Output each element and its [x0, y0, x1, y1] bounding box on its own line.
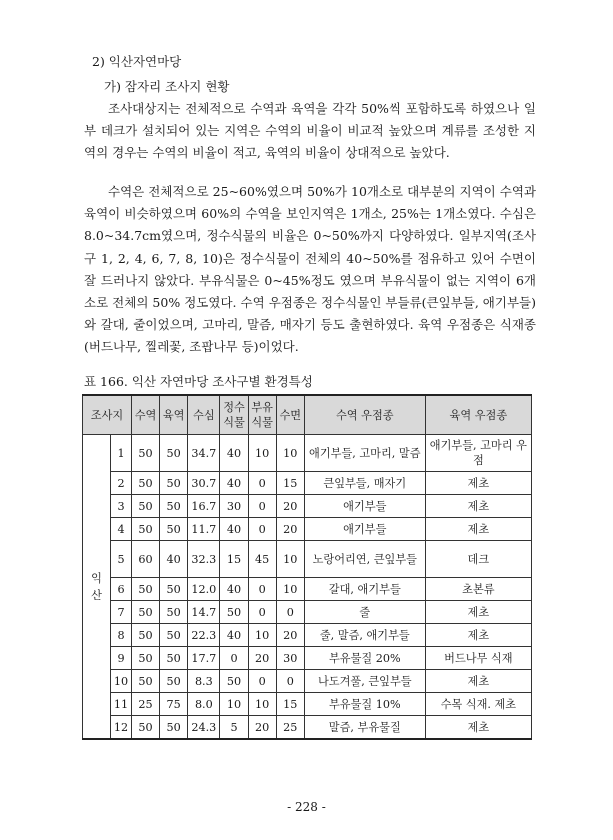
cell-water-dominant: 애기부들	[304, 518, 425, 541]
cell-surface: 10	[276, 578, 304, 601]
cell-water-dominant: 노랑어리연, 큰잎부들	[304, 541, 425, 578]
cell-no: 5	[111, 541, 132, 578]
cell-surface: 20	[276, 518, 304, 541]
table-row	[83, 472, 532, 495]
cell-land: 50	[160, 601, 188, 624]
cell-water-dominant: 줄	[304, 601, 425, 624]
cell-land: 50	[160, 578, 188, 601]
cell-land-dominant: 제초	[425, 601, 531, 624]
cell-water: 50	[131, 435, 159, 472]
cell-land: 75	[160, 693, 188, 716]
cell-surface: 15	[276, 693, 304, 716]
cell-water-dominant: 나도겨풀, 큰잎부들	[304, 670, 425, 693]
cell-water-dominant: 줄, 말즘, 애기부들	[304, 624, 425, 647]
table-row	[83, 578, 532, 601]
cell-water: 50	[131, 578, 159, 601]
cell-water-dominant: 큰잎부들, 매자기	[304, 472, 425, 495]
cell-floating: 0	[248, 518, 276, 541]
cell-emergent: 50	[220, 670, 248, 693]
cell-floating: 10	[248, 693, 276, 716]
cell-land: 50	[160, 472, 188, 495]
cell-water: 50	[131, 518, 159, 541]
table-row	[83, 624, 532, 647]
cell-surface: 0	[276, 601, 304, 624]
cell-land-dominant: 제초	[425, 624, 531, 647]
cell-depth: 14.7	[188, 601, 220, 624]
header-water: 수역	[131, 395, 159, 435]
table-header-row	[83, 395, 532, 435]
cell-floating: 0	[248, 472, 276, 495]
cell-land-dominant: 수목 식재. 제초	[425, 693, 531, 716]
header-surface: 수면	[276, 395, 304, 435]
header-land-dominant: 육역 우점종	[425, 395, 531, 435]
cell-no: 6	[111, 578, 132, 601]
table-row	[83, 670, 532, 693]
cell-water-dominant: 애기부들, 고마리, 말즘	[304, 435, 425, 472]
cell-land-dominant: 제초	[425, 670, 531, 693]
cell-land: 40	[160, 541, 188, 578]
cell-land-dominant: 제초	[425, 472, 531, 495]
cell-depth: 8.3	[188, 670, 220, 693]
environment-table	[82, 394, 532, 740]
region-char: 산	[91, 588, 102, 602]
cell-land: 50	[160, 435, 188, 472]
cell-emergent: 40	[220, 472, 248, 495]
cell-surface: 15	[276, 472, 304, 495]
cell-land-dominant: 버드나무 식재	[425, 647, 531, 670]
cell-land-dominant: 초본류	[425, 578, 531, 601]
cell-water-dominant: 말즘, 부유물질	[304, 716, 425, 740]
cell-depth: 22.3	[188, 624, 220, 647]
header-floating: 부유 식물	[248, 395, 276, 435]
cell-land: 50	[160, 518, 188, 541]
cell-water: 50	[131, 601, 159, 624]
cell-floating: 0	[248, 578, 276, 601]
table-row	[83, 716, 532, 740]
cell-emergent: 40	[220, 578, 248, 601]
cell-water-dominant: 갈대, 애기부들	[304, 578, 425, 601]
cell-emergent: 40	[220, 518, 248, 541]
cell-water: 60	[131, 541, 159, 578]
cell-no: 7	[111, 601, 132, 624]
cell-emergent: 15	[220, 541, 248, 578]
cell-no: 11	[111, 693, 132, 716]
cell-water: 25	[131, 693, 159, 716]
cell-floating: 45	[248, 541, 276, 578]
cell-land-dominant: 제초	[425, 495, 531, 518]
cell-surface: 20	[276, 495, 304, 518]
region-cell	[83, 435, 111, 740]
cell-no: 9	[111, 647, 132, 670]
cell-floating: 0	[248, 495, 276, 518]
cell-land-dominant: 애기부들, 고마리 우점	[425, 435, 531, 472]
table-row	[83, 601, 532, 624]
cell-emergent: 50	[220, 601, 248, 624]
cell-water: 50	[131, 495, 159, 518]
cell-depth: 16.7	[188, 495, 220, 518]
cell-emergent: 30	[220, 495, 248, 518]
table-row	[83, 541, 532, 578]
header-emergent: 정수 식물	[220, 395, 248, 435]
cell-surface: 30	[276, 647, 304, 670]
section-heading: 2) 익산자연마당	[92, 54, 182, 69]
cell-floating: 0	[248, 601, 276, 624]
cell-emergent: 40	[220, 624, 248, 647]
cell-depth: 34.7	[188, 435, 220, 472]
cell-water: 50	[131, 670, 159, 693]
cell-water: 50	[131, 647, 159, 670]
cell-water-dominant: 부유물질 10%	[304, 693, 425, 716]
paragraph-1: 조사대상지는 전체적으로 수역과 육역을 각각 50%씩 포함하도록 하였으나 일부 데크가 설치되어 있는 지역은 수역의 비율이 비교적 높았으며 계류를 조성한 지역의 경우는 수역의 비율이 적고, 육역의 비율이 상대적으로 높았다.	[84, 101, 536, 161]
cell-emergent: 0	[220, 647, 248, 670]
cell-surface: 20	[276, 624, 304, 647]
table-row	[83, 435, 532, 472]
region-char: 익	[91, 571, 102, 585]
cell-land: 50	[160, 495, 188, 518]
cell-depth: 32.3	[188, 541, 220, 578]
cell-water-dominant: 애기부들	[304, 495, 425, 518]
table-row	[83, 693, 532, 716]
cell-surface: 0	[276, 670, 304, 693]
cell-floating: 0	[248, 670, 276, 693]
cell-emergent: 40	[220, 435, 248, 472]
cell-depth: 8.0	[188, 693, 220, 716]
cell-land: 50	[160, 647, 188, 670]
paragraph-2: 수역은 전체적으로 25~60%였으며 50%가 10개소로 대부분의 지역이 수역과 육역이 비슷하였으며 60%의 수역을 보인지역은 1개소, 25%는 1개소였다. 수심은 8.0~34.7cm였으며, 정수식물의 비율은 0~50%까지 다양하였다. 일부지역(조사구 1, 2, 4, 6, 7, 8, 10)은 정수식물이 전체의 40~50%를 점유하고 있어 수면이 잘 드러나지 않았다. 부유식물은 0~45%정도 였으며 부유식물이 없는 지역이 6개소로 전체의 50% 정도였다. 수역 우점종은 정수식물인 부들류(큰잎부들, 애기부들)와 갈대, 줄이었으며, 고마리, 말즘, 매자기 등도 출현하였다. 육역 우점종은 식재종(버드나무, 찔레꽃, 조팝나무 등)이었다.	[84, 184, 536, 355]
cell-land-dominant: 데크	[425, 541, 531, 578]
cell-land: 50	[160, 670, 188, 693]
cell-water-dominant: 부유물질 20%	[304, 647, 425, 670]
cell-land-dominant: 제초	[425, 518, 531, 541]
cell-no: 12	[111, 716, 132, 740]
cell-emergent: 10	[220, 693, 248, 716]
cell-depth: 30.7	[188, 472, 220, 495]
cell-floating: 10	[248, 435, 276, 472]
cell-no: 2	[111, 472, 132, 495]
cell-land: 50	[160, 624, 188, 647]
page-number: - 228 -	[287, 800, 326, 814]
cell-depth: 17.7	[188, 647, 220, 670]
cell-land: 50	[160, 716, 188, 740]
header-land: 육역	[160, 395, 188, 435]
table-row	[83, 647, 532, 670]
cell-surface: 10	[276, 541, 304, 578]
cell-depth: 12.0	[188, 578, 220, 601]
cell-water: 50	[131, 716, 159, 740]
cell-no: 10	[111, 670, 132, 693]
cell-floating: 10	[248, 624, 276, 647]
header-depth: 수심	[188, 395, 220, 435]
table-row	[83, 495, 532, 518]
table-caption: 표 166. 익산 자연마당 조사구별 환경특성	[84, 374, 313, 389]
table-row	[83, 518, 532, 541]
cell-no: 3	[111, 495, 132, 518]
cell-floating: 20	[248, 716, 276, 740]
cell-floating: 20	[248, 647, 276, 670]
cell-no: 8	[111, 624, 132, 647]
header-water-dominant: 수역 우점종	[304, 395, 425, 435]
cell-depth: 11.7	[188, 518, 220, 541]
cell-water: 50	[131, 472, 159, 495]
cell-no: 4	[111, 518, 132, 541]
cell-depth: 24.3	[188, 716, 220, 740]
cell-emergent: 5	[220, 716, 248, 740]
subsection-heading: 가) 잠자리 조사지 현황	[104, 79, 230, 94]
cell-surface: 25	[276, 716, 304, 740]
cell-land-dominant: 제초	[425, 716, 531, 740]
cell-water: 50	[131, 624, 159, 647]
table-body	[83, 435, 532, 740]
cell-surface: 10	[276, 435, 304, 472]
cell-no: 1	[111, 435, 132, 472]
header-site: 조사지	[83, 395, 132, 435]
